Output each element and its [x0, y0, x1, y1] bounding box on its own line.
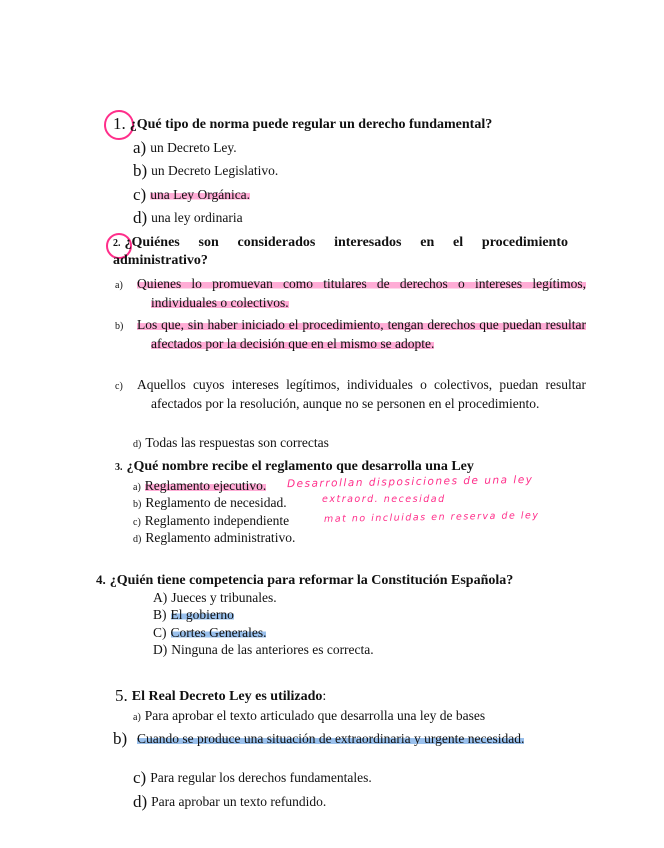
question-text: ¿Qué nombre recibe el reglamento que desarrolla una Ley — [126, 459, 474, 474]
question-number: 2. — [113, 238, 121, 249]
handwritten-note: extraord. necesidad — [322, 494, 446, 505]
option-3a: a) Reglamento ejecutivo. — [133, 478, 267, 493]
question-text: ¿Qué tipo de norma puede regular un derecho fundamental? — [129, 117, 493, 132]
question-4 — [96, 571, 576, 589]
handwritten-note: mat no incluidas en reserva de ley — [323, 510, 540, 525]
question-number: 3. — [115, 462, 123, 473]
option-1c: c) una Ley Orgánica. — [133, 185, 251, 204]
highlighted-answer: una Ley Orgánica. — [150, 187, 251, 202]
question-text: ¿Quién tiene competencia para reformar la Constitución Española? — [109, 573, 514, 588]
highlighted-text: El gobierno — [170, 607, 234, 622]
question-5: 5. El Real Decreto Ley es utilizado: — [115, 686, 327, 705]
highlighted-answer: Cortes Generales. — [170, 625, 267, 640]
question-2 — [113, 234, 568, 269]
option-5a: a) Para aprobar el texto articulado que desarrolla una ley de bases — [133, 708, 486, 723]
highlighted-answer: Los que, sin haber iniciado el procedimiento, tengan derechos que puedan resultar afectados por la decisión que en el mismo se adopte. — [137, 317, 586, 351]
option-4a: A) Jueces y tribunales. — [153, 590, 277, 605]
highlighted-answer: Quienes lo promuevan como titulares de derechos o intereses legítimos, individuales o colectivos. — [137, 276, 586, 310]
option-2a: a) Quienes lo promuevan como titulares de derechos o intereses legítimos, individuales o colectivos. — [115, 276, 586, 310]
option-4c: C) Cortes Generales. — [153, 625, 267, 640]
option-2c: c) Aquellos cuyos intereses legítimos, individuales o colectivos, puedan resultar afectados por la resolución, aunque no se personen en el procedimiento. — [115, 377, 586, 411]
option-4b: B) El gobierno — [153, 607, 234, 622]
option-5b: b) Cuando se produce una situación de extraordinaria y urgente necesidad. — [113, 729, 525, 748]
question-text: El Real Decreto Ley es utilizado — [131, 689, 323, 704]
handwritten-note: Desarrollan disposiciones de una ley — [286, 473, 534, 491]
option-3c: c) Reglamento independiente — [133, 513, 290, 528]
option-1d: d) una ley ordinaria — [133, 208, 243, 227]
question-1 — [113, 115, 573, 133]
highlighted-answer: Reglamento ejecutivo. — [144, 478, 267, 493]
option-3b: b) Reglamento de necesidad. — [133, 495, 287, 510]
option-1b: b) un Decreto Legislativo. — [133, 161, 279, 180]
option-5d: d) Para aprobar un texto refundido. — [133, 792, 327, 811]
question-text: ¿Quiénes son considerados interesados en el procedimiento administrativo? — [113, 235, 568, 268]
option-2b: b) Los que, sin haber iniciado el procedimiento, tengan derechos que puedan resultar afectados por la decisión que en el mismo se adopte. — [115, 317, 586, 351]
option-1a: a) un Decreto Ley. — [133, 138, 237, 157]
question-number: 4. — [96, 572, 106, 587]
question-3 — [115, 458, 575, 476]
question-number: 1. — [113, 114, 126, 133]
option-3d: d) Reglamento administrativo. — [133, 530, 296, 545]
option-5c: c) Para regular los derechos fundamentales. — [133, 768, 372, 787]
question-number: 5. — [115, 686, 128, 705]
highlighted-answer: Cuando se produce una situación de extraordinaria y urgente necesidad. — [137, 731, 525, 746]
option-2d: d) Todas las respuestas son correctas — [133, 435, 329, 450]
option-4d: D) Ninguna de las anteriores es correcta. — [153, 642, 374, 657]
